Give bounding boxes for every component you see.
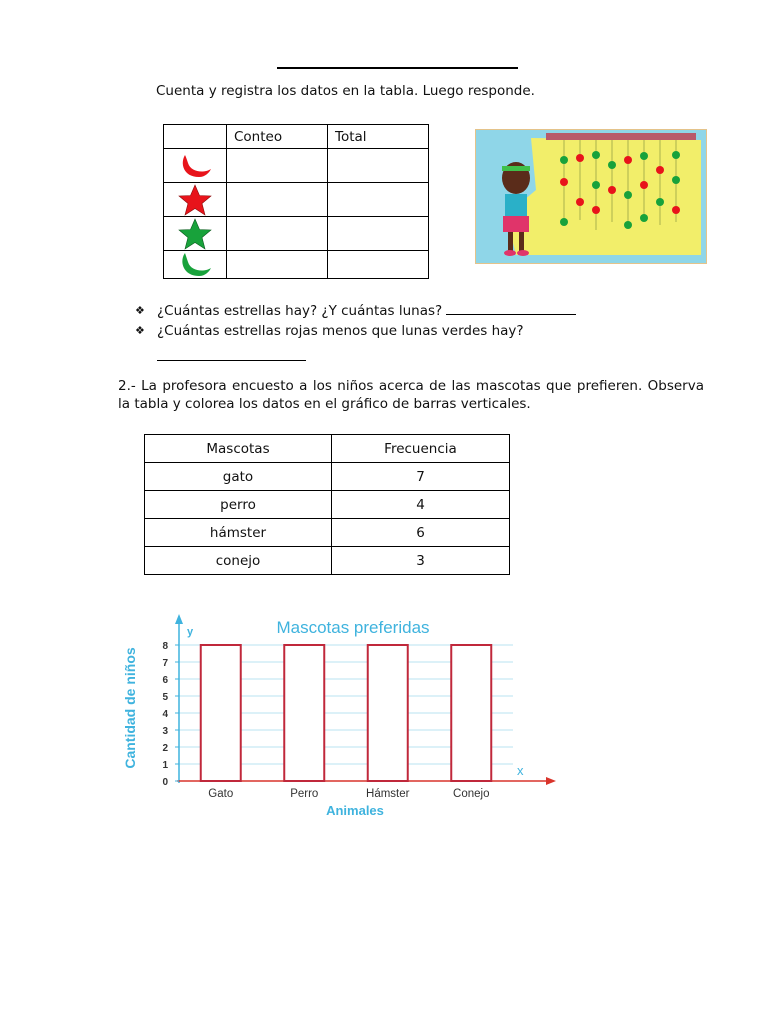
table-row [164,251,429,279]
y-tick-label: 1 [162,760,168,771]
bar [201,645,241,781]
bar-chart [118,608,568,823]
y-tick-label: 3 [162,726,168,737]
instruction-text: Cuenta y registra los datos en la tabla. Luego responde. [156,83,535,99]
y-tick-label: 2 [162,743,168,754]
y-tick-label: 8 [162,641,168,652]
diamond-bullet-icon: ❖ [135,304,145,317]
total-cell[interactable] [328,217,429,251]
freq-cell: 7 [332,463,510,491]
x-axis-letter: x [517,763,524,778]
list-item [135,301,576,321]
total-cell[interactable] [328,149,429,183]
count-table-corner [164,125,227,149]
total-cell[interactable] [328,251,429,279]
green-star-icon [175,218,215,250]
y-axis-letter: y [187,626,194,638]
table-row [145,519,510,547]
green-moon-icon [175,251,215,278]
y-axis-arrow [175,614,183,624]
table-row [164,183,429,217]
freq-cell: 6 [332,519,510,547]
table-row [164,217,429,251]
answer-line-2[interactable] [157,347,306,361]
y-tick-label: 5 [162,692,168,703]
bar [451,645,491,781]
x-axis-label: Animales [326,803,384,818]
x-axis-arrow [546,777,556,785]
chart-title: Mascotas preferidas [276,618,430,637]
x-tick-label: Gato [208,788,234,800]
header-conteo: Conteo [227,125,328,149]
header-mascotas: Mascotas [145,435,332,463]
total-cell[interactable] [328,183,429,217]
questions-list [135,301,576,361]
red-moon-icon [175,151,215,181]
title-line [277,67,518,69]
section2-paragraph: 2.- La profesora encuesto a los niños acerca de las mascotas que prefieren. Observa la tabla y colorea los datos en el gráfico de barras verticales. [118,378,704,412]
pet-cell: perro [145,491,332,519]
answer-line-1[interactable] [446,301,576,315]
diamond-bullet-icon: ❖ [135,324,145,337]
count-table [163,124,429,279]
red-star-icon [175,184,215,216]
table-row [145,463,510,491]
girl-with-mobile-illustration [475,129,707,264]
pet-cell: hámster [145,519,332,547]
x-tick-label: Conejo [453,788,490,800]
bar [284,645,324,781]
conteo-cell[interactable] [227,251,328,279]
question-2: ¿Cuántas estrellas rojas menos que lunas verdes hay? [157,323,524,339]
bar [368,645,408,781]
x-tick-label: Perro [290,788,319,800]
pets-table [144,434,510,575]
table-row [164,149,429,183]
table-row [145,491,510,519]
header-total: Total [328,125,429,149]
conteo-cell[interactable] [227,183,328,217]
header-frecuencia: Frecuencia [332,435,510,463]
freq-cell: 4 [332,491,510,519]
table-row [145,547,510,575]
y-axis-label: Cantidad de niños [122,647,138,769]
x-tick-label: Hámster [366,788,410,800]
pet-cell: conejo [145,547,332,575]
question-1: ¿Cuántas estrellas hay? ¿Y cuántas lunas? [157,303,443,319]
freq-cell: 3 [332,547,510,575]
y-tick-label: 0 [162,777,168,788]
conteo-cell[interactable] [227,149,328,183]
pet-cell: gato [145,463,332,491]
y-tick-label: 7 [162,658,168,669]
y-tick-label: 4 [162,709,168,720]
list-item [135,321,576,341]
conteo-cell[interactable] [227,217,328,251]
y-tick-label: 6 [162,675,168,686]
